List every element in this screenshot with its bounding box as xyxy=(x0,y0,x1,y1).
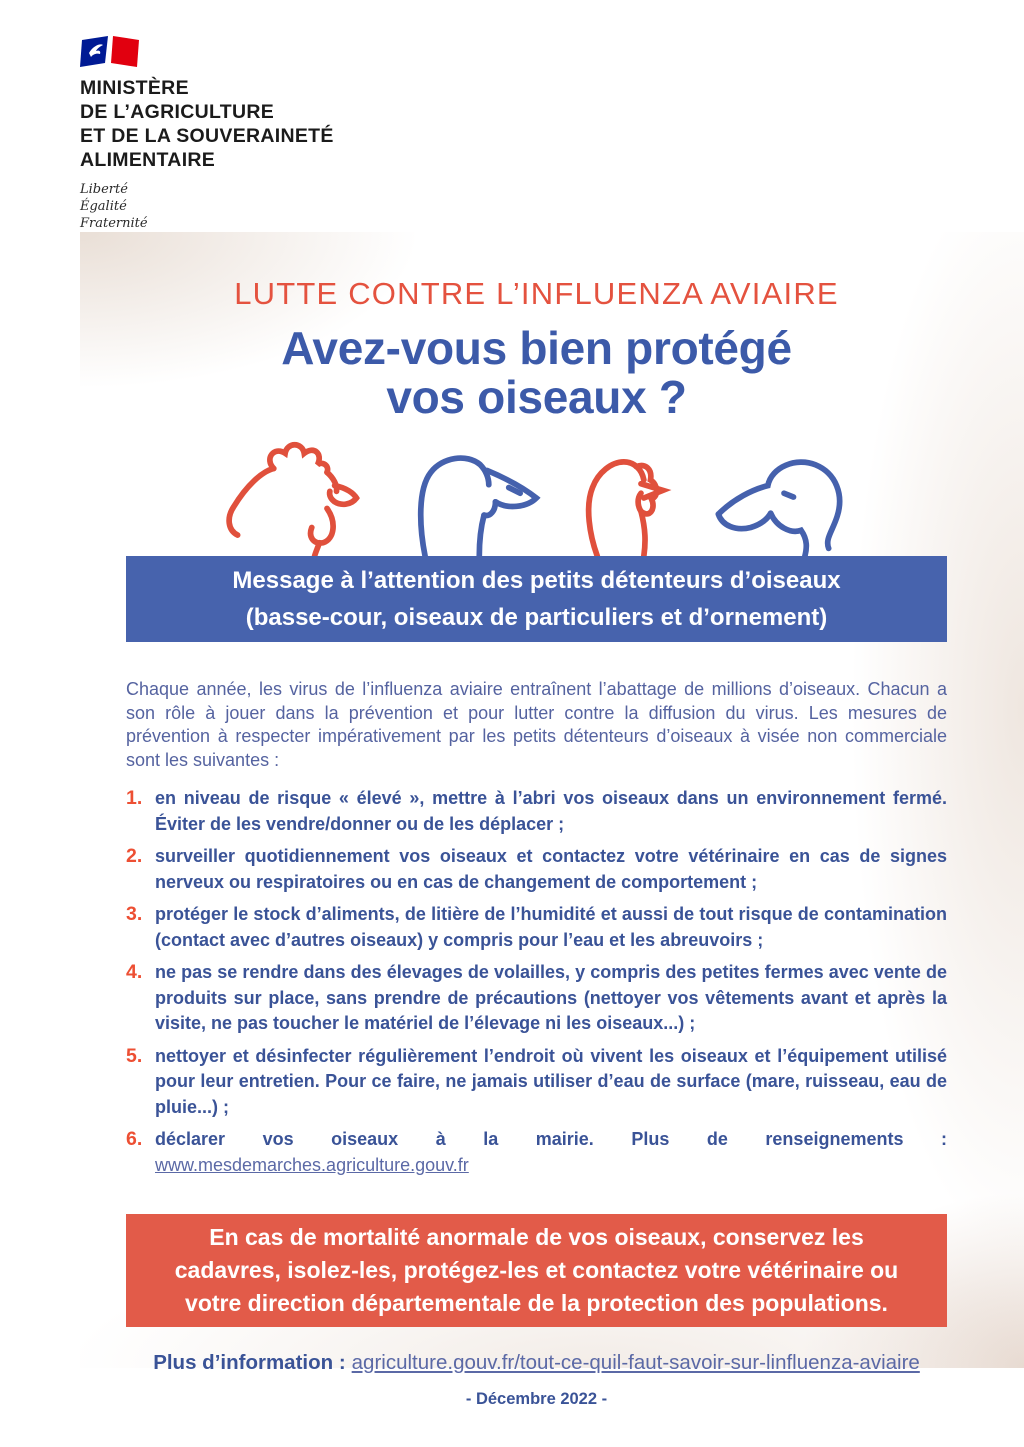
publication-date: - Décembre 2022 - xyxy=(465,1390,608,1408)
agriculture-gouv-link[interactable]: agriculture.gouv.fr/tout-ce-quil-faut-savoir-sur-linfluenza-aviaire xyxy=(351,1351,920,1374)
list-item-text: ne pas se rendre dans des élevages de volailles, y compris des petites fermes avec vente de produits sur place, sans prendre de précautions (nettoyer vos vêtements avant et après la visite, ne pas toucher le matériel de l’élevage ni les oiseaux...) ; xyxy=(155,962,947,1033)
ministry-line: MINISTÈRE xyxy=(80,77,189,99)
goose-icon xyxy=(396,440,554,556)
more-info-line xyxy=(126,1351,947,1375)
turkey-icon xyxy=(568,440,694,556)
poster-content xyxy=(126,232,947,1409)
list-item-number: 3. xyxy=(126,903,143,925)
french-flag-icon xyxy=(80,36,140,67)
list-item-text: surveiller quotidiennement vos oiseaux et contactez votre vétérinaire en cas de signes nerveux ou respiratoires ou en cas de changement de comportement ; xyxy=(155,846,947,892)
list-item-number: 6. xyxy=(126,1128,143,1150)
list-item xyxy=(126,1127,947,1178)
bird-illustrations xyxy=(126,440,947,556)
motto-line: Égalité xyxy=(80,199,127,214)
list-item-text: nettoyer et désinfecter régulièrement l’endroit où vivent les oiseaux et l’équipement utilisé pour leur entretien. Pour ce faire, ne jamais utiliser d’eau de surface (mare, ruisseau, eau de pluie...) ; xyxy=(155,1045,947,1117)
republic-motto xyxy=(80,181,334,232)
list-item xyxy=(126,960,947,1037)
ministry-line: DE L’AGRICULTURE xyxy=(80,101,275,123)
audience-banner-line1: Message à l’attention des petits détenteurs d’oiseaux xyxy=(232,567,841,594)
poster-title xyxy=(126,324,947,422)
poster-card xyxy=(80,232,1024,1408)
poster-kicker: LUTTE CONTRE L’INFLUENZA AVIAIRE xyxy=(234,276,839,311)
audience-banner xyxy=(126,556,947,642)
ministry-logo-block xyxy=(80,36,334,232)
list-item-number: 4. xyxy=(126,961,143,983)
prevention-list xyxy=(126,786,947,1178)
ministry-name xyxy=(80,76,334,172)
ministry-line: ET DE LA SOUVERAINETÉ xyxy=(80,125,334,147)
intro-paragraph: Chaque année, les virus de l’influenza aviaire entraînent l’abattage de millions d’oiseaux. Chacun a son rôle à jouer dans la prévention et pour lutter contre la diffusion du virus. Les mesures de prévention à respecter impérativement par les petits détenteurs d’oiseaux à visée non commerciale sont les suivantes : xyxy=(126,679,947,770)
mesdemarches-link[interactable]: www.mesdemarches.agriculture.gouv.fr xyxy=(155,1154,469,1175)
list-item-text: déclarer vos oiseaux à la mairie. Plus de renseignements : www.mesdemarches.agriculture.gouv.fr xyxy=(155,1129,947,1175)
list-item xyxy=(126,844,947,895)
motto-line: Fraternité xyxy=(80,216,148,231)
list-item-text: protéger le stock d’aliments, de litière de l’humidité et aussi de tout risque de contamination (contact avec d’autres oiseaux) y compris pour l’eau et les abreuvoirs ; xyxy=(155,904,947,950)
list-item xyxy=(126,1044,947,1121)
list-item xyxy=(126,902,947,953)
motto-line: Liberté xyxy=(80,182,128,197)
poster-title-line2: vos oiseaux ? xyxy=(386,371,687,423)
list-item-number: 2. xyxy=(126,845,143,867)
list-item-number: 1. xyxy=(126,787,143,809)
more-info-label: Plus d’information : xyxy=(153,1351,346,1374)
list-item-text: en niveau de risque « élevé », mettre à l’abri vos oiseaux dans un environnement fermé. Éviter de les vendre/donner ou de les déplacer ; xyxy=(155,788,947,834)
list-item-number: 5. xyxy=(126,1044,143,1067)
mortality-alert-banner: En cas de mortalité anormale de vos oiseaux, conservez les cadavres, isolez-les, protégez-les et contactez votre vétérinaire ou votre direction départementale de la protection des populations. xyxy=(126,1214,947,1327)
list-item xyxy=(126,786,947,837)
poster-title-line1: Avez-vous bien protégé xyxy=(281,322,792,374)
duck-icon xyxy=(708,440,860,556)
ministry-line: ALIMENTAIRE xyxy=(80,149,216,171)
audience-banner-line2: (basse-cour, oiseaux de particuliers et d’ornement) xyxy=(245,604,828,631)
rooster-icon xyxy=(214,440,382,556)
